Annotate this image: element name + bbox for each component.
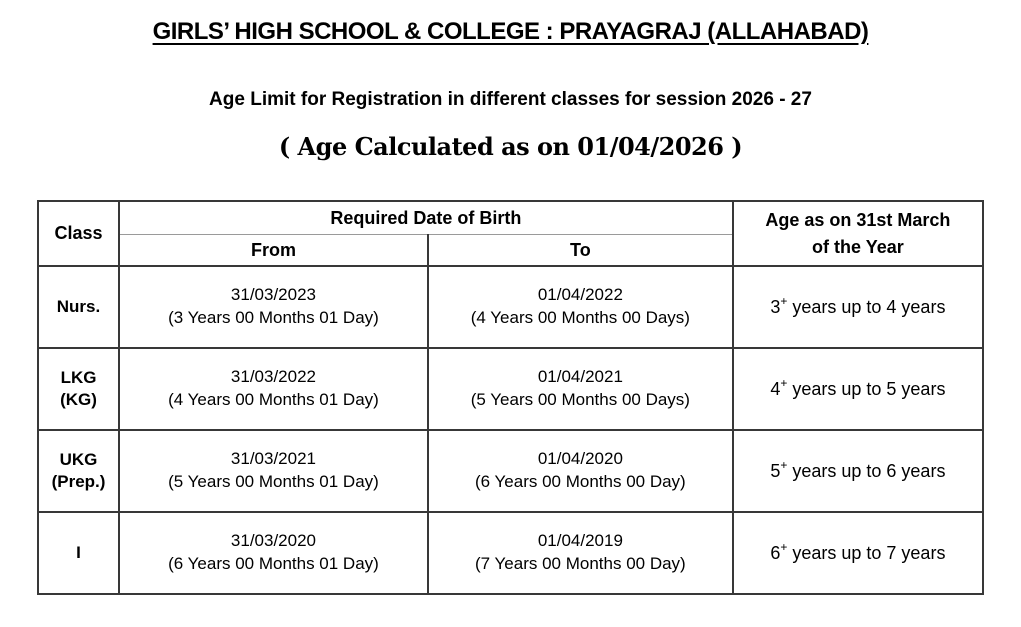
from-age-detail: (5 Years 00 Months 01 Day) xyxy=(168,472,379,491)
class-name: LKG xyxy=(60,367,97,387)
from-cell xyxy=(119,266,428,348)
to-date: 01/04/2021 xyxy=(537,367,623,387)
from-date: 31/03/2022 xyxy=(230,367,317,387)
column-header-age: Age as on 31st March of the Year xyxy=(733,201,983,266)
to-cell xyxy=(428,512,733,594)
age-base: 5 xyxy=(770,460,781,481)
table-header-row-top xyxy=(38,201,983,234)
age-calculation-note: ( Age Calculated as on 01/04/2026 ) xyxy=(278,132,743,161)
age-range-cell xyxy=(733,266,983,348)
column-header-to: To xyxy=(428,234,733,266)
age-range-cell xyxy=(733,512,983,594)
class-cell xyxy=(38,266,119,348)
from-cell xyxy=(119,348,428,430)
age-plus-superscript: + xyxy=(780,375,788,390)
column-header-required-dob: Required Date of Birth xyxy=(119,201,733,234)
age-range-text: years up to 6 years xyxy=(787,460,946,481)
class-cell xyxy=(38,348,119,430)
from-date: 31/03/2020 xyxy=(230,531,317,551)
from-age-detail: (3 Years 00 Months 01 Day) xyxy=(168,308,379,327)
table-row-class-one xyxy=(38,512,983,594)
from-date: 31/03/2021 xyxy=(230,449,317,469)
from-cell xyxy=(119,512,428,594)
age-plus-superscript: + xyxy=(780,539,788,554)
to-age-detail: (6 Years 00 Months 00 Day) xyxy=(474,472,686,491)
age-base: 3 xyxy=(770,296,781,317)
age-base: 4 xyxy=(770,378,781,399)
to-age-detail: (4 Years 00 Months 00 Days) xyxy=(470,308,690,327)
age-plus-superscript: + xyxy=(780,457,788,472)
age-plus-superscript: + xyxy=(780,293,788,308)
to-date: 01/04/2019 xyxy=(537,531,623,551)
class-cell xyxy=(38,430,119,512)
age-range-text: years up to 4 years xyxy=(787,296,946,317)
to-cell xyxy=(428,348,733,430)
column-header-class: Class xyxy=(38,201,119,266)
age-range-text: years up to 5 years xyxy=(787,378,946,399)
class-cell xyxy=(38,512,119,594)
from-age-detail: (4 Years 00 Months 01 Day) xyxy=(168,390,379,409)
class-name: I xyxy=(76,542,81,562)
class-name: Nurs. xyxy=(56,296,101,316)
class-name: UKG xyxy=(59,449,98,469)
to-date: 01/04/2020 xyxy=(537,449,623,469)
to-age-detail: (5 Years 00 Months 00 Days) xyxy=(470,390,690,409)
to-age-detail: (7 Years 00 Months 00 Day) xyxy=(474,554,686,573)
to-cell xyxy=(428,430,733,512)
from-date: 31/03/2023 xyxy=(230,285,317,305)
age-range-text: years up to 7 years xyxy=(787,542,946,563)
table-row-ukg xyxy=(38,430,983,512)
from-age-detail: (6 Years 00 Months 01 Day) xyxy=(168,554,379,573)
class-name-alt: (Prep.) xyxy=(51,472,106,491)
table-row-lkg xyxy=(38,348,983,430)
age-limit-table xyxy=(37,200,984,595)
class-name-alt: (KG) xyxy=(60,390,97,409)
age-base: 6 xyxy=(770,542,781,563)
to-cell xyxy=(428,266,733,348)
table-row-nursery xyxy=(38,266,983,348)
column-header-from: From xyxy=(119,234,428,266)
page-subtitle: Age Limit for Registration in different classes for session 2026 - 27 xyxy=(209,89,812,110)
age-range-cell xyxy=(733,348,983,430)
to-date: 01/04/2022 xyxy=(537,285,623,305)
from-cell xyxy=(119,430,428,512)
age-range-cell xyxy=(733,430,983,512)
page-title: GIRLS’ HIGH SCHOOL & COLLEGE : PRAYAGRAJ (ALLAHABAD) xyxy=(152,18,869,45)
